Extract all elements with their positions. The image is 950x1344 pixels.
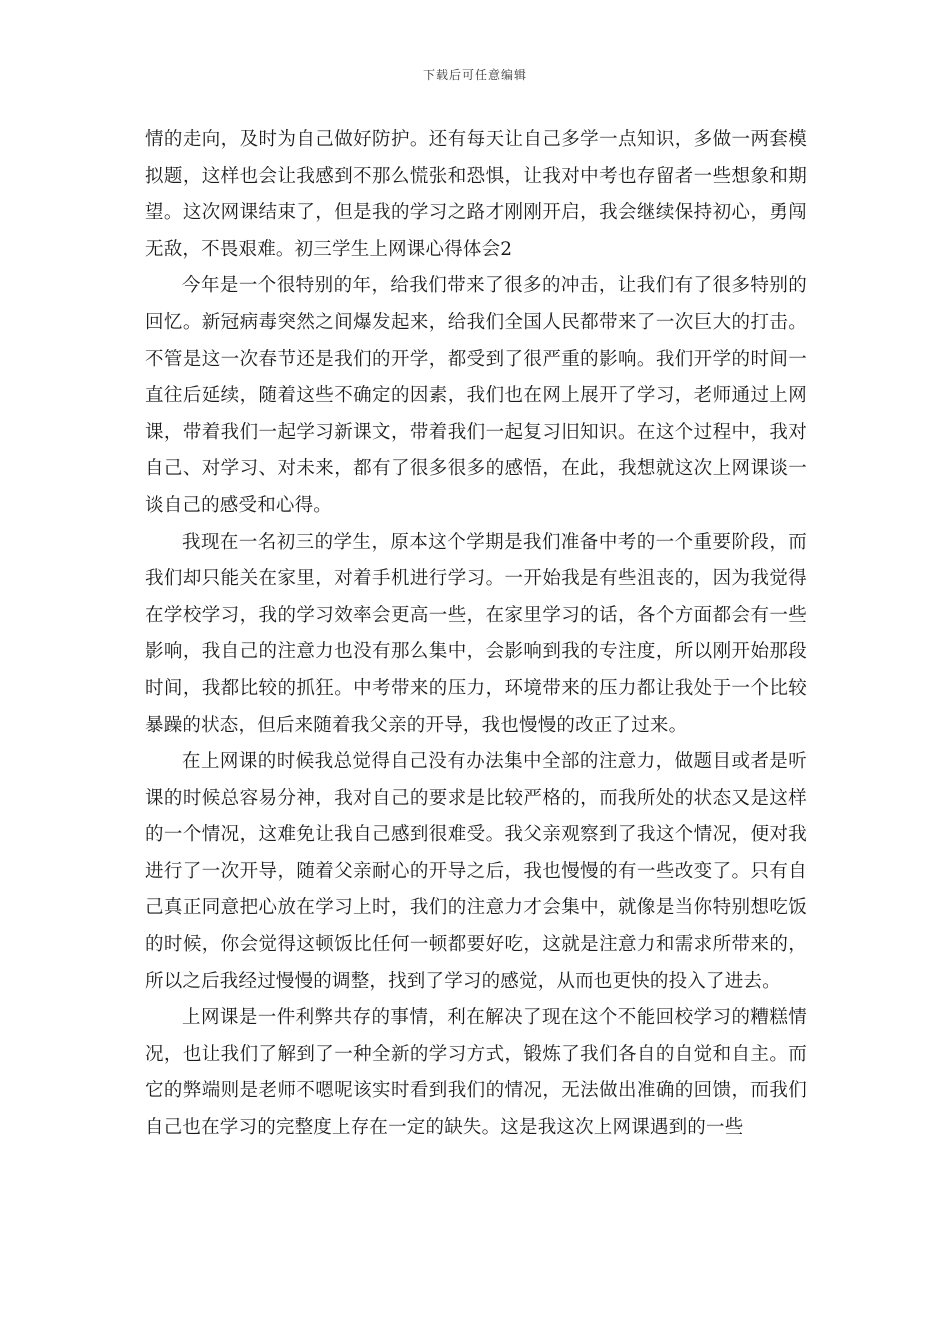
document-body [145,122,807,1147]
paragraph-continuation: 情的走向，及时为自己做好防护。还有每天让自己多学一点知识，多做一两套模拟题，这样也会让我感到不那么慌张和恐惧，让我对中考也存留者一些想象和期望。这次网课结束了，但是我的学习之路才刚刚开启，我会继续保持初心，勇闯无敌，不畏艰难。初三学生上网课心得体会2 [145,129,807,260]
paragraph-ninth-grade-student: 我现在一名初三的学生，原本这个学期是我们准备中考的一个重要阶段，而我们却只能关在家里，对着手机进行学习。一开始我是有些沮丧的，因为我觉得在学校学习，我的学习效率会更高一些，在家里学习的话，各个方面都会有一些影响，我自己的注意力也没有那么集中，会影响到我的专注度，所以刚开始那段时间，我都比较的抓狂。中考带来的压力，环境带来的压力都让我处于一个比较暴躁的状态，但后来随着我父亲的开导，我也慢慢的改正了过来。 [145,531,807,736]
paragraph-special-year: 今年是一个很特别的年，给我们带来了很多的冲击，让我们有了很多特别的回忆。新冠病毒突然之间爆发起来，给我们全国人民都带来了一次巨大的打击。不管是这一次春节还是我们的开学，都受到了很严重的影响。我们开学的时间一直往后延续，随着这些不确定的因素，我们也在网上展开了学习，老师通过上网课，带着我们一起学习新课文，带着我们一起复习旧知识。在这个过程中，我对自己、对学习、对未来，都有了很多很多的感悟，在此，我想就这次上网课谈一谈自己的感受和心得。 [145,275,807,516]
paragraph-attention: 在上网课的时候我总觉得自己没有办法集中全部的注意力，做题目或者是听课的时候总容易分神，我对自己的要求是比较严格的，而我所处的状态又是这样的一个情况，这难免让我自己感到很难受。我父亲观察到了我这个情况，便对我进行了一次开导，随着父亲耐心的开导之后，我也慢慢的有一些改变了。只有自己真正同意把心放在学习上时，我们的注意力才会集中，就像是当你特别想吃饭的时候，你会觉得这顿饭比任何一顿都要好吃，这就是注意力和需求所带来的，所以之后我经过慢慢的调整，找到了学习的感觉，从而也更快的投入了进去。 [145,751,807,992]
page-header: 下载后可任意编辑 [422,68,527,82]
paragraph-pros-cons: 上网课是一件利弊共存的事情，利在解决了现在这个不能回校学习的糟糕情况，也让我们了解到了一种全新的学习方式，锻炼了我们各自的自觉和自主。而它的弊端则是老师不嗯呢该实时看到我们的情况，无法做出准确的回馈，而我们自己也在学习的完整度上存在一定的缺失。这是我这次上网课遇到的一些 [145,1007,807,1139]
